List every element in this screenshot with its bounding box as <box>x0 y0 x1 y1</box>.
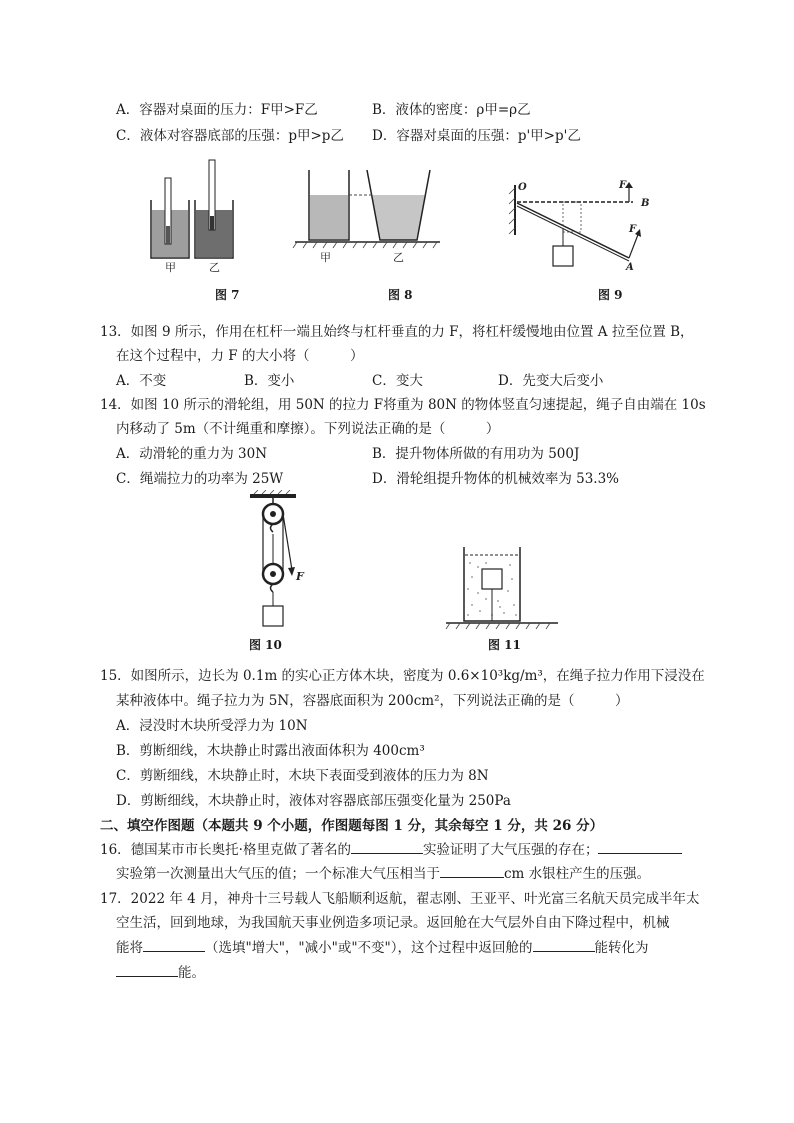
fig9-label-b: B <box>641 198 650 209</box>
q16-blank-1[interactable] <box>351 839 423 854</box>
figure-8-caption: 图 8 <box>388 288 413 302</box>
figure-10-caption: 图 10 <box>249 638 282 652</box>
q14-option-c: C．绳端拉力的功率为 25W <box>116 471 284 487</box>
q15-option-d: D．剪断细线，木块静止时，液体对容器底部压强变化量为 250Pa <box>116 793 511 809</box>
q14-option-b: B．提升物体所做的有用功为 500J <box>372 446 580 462</box>
q12-option-b: B．液体的密度：ρ甲=ρ乙 <box>372 102 531 118</box>
q13-stem-line1: 13．如图 9 所示，作用在杠杆一端且始终与杠杆垂直的力 F，将杠杆缓慢地由位置 A 拉至位置 B， <box>100 324 694 340</box>
q15-stem-line2: 某种液体中。绳子拉力为 5N，容器底面积为 200cm²，下列说法正确的是（ ） <box>116 693 629 709</box>
q16-text-2: 实验证明了大气压强的存在； <box>422 842 599 858</box>
q17-text-3c: 能转化为 <box>594 940 649 956</box>
q15-option-c: C．剪断细线，木块静止时，木块下表面受到液体的压力为 8N <box>116 768 489 784</box>
q16-blank-3[interactable] <box>440 863 504 878</box>
q13-option-d: D．先变大后变小 <box>498 373 604 389</box>
figure-11 <box>442 543 562 635</box>
q17-text-3b: （选填"增大"，"减小"或"不变"），这个过程中返回舱的 <box>205 940 533 956</box>
q16-text-3: 实验第一次测量出大气压的值；一个标准大气压相当于 <box>116 866 440 882</box>
q17-blank-1[interactable] <box>143 937 205 952</box>
q17-text-4: 能。 <box>178 965 205 981</box>
q16-line2 <box>116 862 650 882</box>
q14-stem-line2: 内移动了 5m（不计绳重和摩擦）。下列说法正确的是（ ） <box>116 421 500 437</box>
q16-text-1: 16．德国某市市长奥托·格里克做了著名的 <box>100 842 351 858</box>
figure-7-caption: 图 7 <box>215 288 240 302</box>
q13-option-a: A．不变 <box>116 373 167 389</box>
section-2-heading: 二、填空作图题（本题共 9 个小题，作图题每图 1 分，其余每空 1 分，共 26 分） <box>100 818 604 834</box>
figure-11-caption: 图 11 <box>488 638 521 652</box>
q17-blank-3[interactable] <box>116 962 178 977</box>
fig9-label-a: A <box>626 262 634 273</box>
q15-option-a: A．浸没时木块所受浮力为 10N <box>116 718 308 734</box>
q17-text-3a: 能将 <box>116 940 143 956</box>
q17-line4 <box>116 961 205 981</box>
q17-line1: 17．2022 年 4 月，神舟十三号载人飞船顺利返航，翟志刚、王亚平、叶光富三名航天员完成半年太 <box>100 891 700 907</box>
fig7-label-right: 乙 <box>209 261 220 274</box>
q12-option-c: C．液体对容器底部的压强：p甲>p乙 <box>116 128 344 144</box>
q14-option-a: A．动滑轮的重力为 30N <box>116 446 268 462</box>
fig8-label-left: 甲 <box>320 251 331 264</box>
q12-option-d: D．容器对桌面的压强：p'甲>p'乙 <box>372 128 581 144</box>
fig9-label-f1: F <box>619 180 627 191</box>
q14-stem-line1: 14．如图 10 所示的滑轮组，用 50N 的拉力 F将重为 80N 的物体竖直匀速提起，绳子自由端在 10s <box>100 397 706 413</box>
q16-line1 <box>100 838 682 858</box>
q16-text-4: cm 水银柱产生的压强。 <box>504 866 651 882</box>
figure-9 <box>505 170 655 275</box>
fig10-label-f: F <box>296 570 304 583</box>
fig8-label-right: 乙 <box>393 251 404 264</box>
figure-8 <box>292 165 442 265</box>
q13-stem-line2: 在这个过程中，力 F 的大小将（ ） <box>116 348 364 364</box>
q13-option-b: B．变小 <box>244 373 295 389</box>
fig7-label-left: 甲 <box>165 261 176 274</box>
figure-10 <box>240 490 310 630</box>
fig9-label-f2: F <box>629 224 637 235</box>
q17-line2: 空生活，回到地球，为我国航天事业例造多项记录。返回舱在大气层外自由下降过程中，机械 <box>116 915 670 931</box>
q14-option-d: D．滑轮组提升物体的机械效率为 53.3% <box>372 471 620 487</box>
q16-blank-2[interactable] <box>598 839 682 854</box>
q13-option-c: C．变大 <box>372 373 423 389</box>
figure-9-caption: 图 9 <box>598 288 623 302</box>
q15-option-b: B．剪断细线，木块静止时露出液面体积为 400cm³ <box>116 743 425 759</box>
q15-stem-line1: 15．如图所示，边长为 0.1m 的实心正方体木块，密度为 0.6×10³kg/m³，在绳子拉力作用下浸没在 <box>100 668 705 684</box>
q17-blank-2[interactable] <box>533 937 595 952</box>
figure-7 <box>145 158 245 278</box>
q12-option-a: A．容器对桌面的压力：F甲>F乙 <box>116 102 318 118</box>
fig9-label-o: O <box>518 182 527 193</box>
q17-line3 <box>116 936 649 956</box>
